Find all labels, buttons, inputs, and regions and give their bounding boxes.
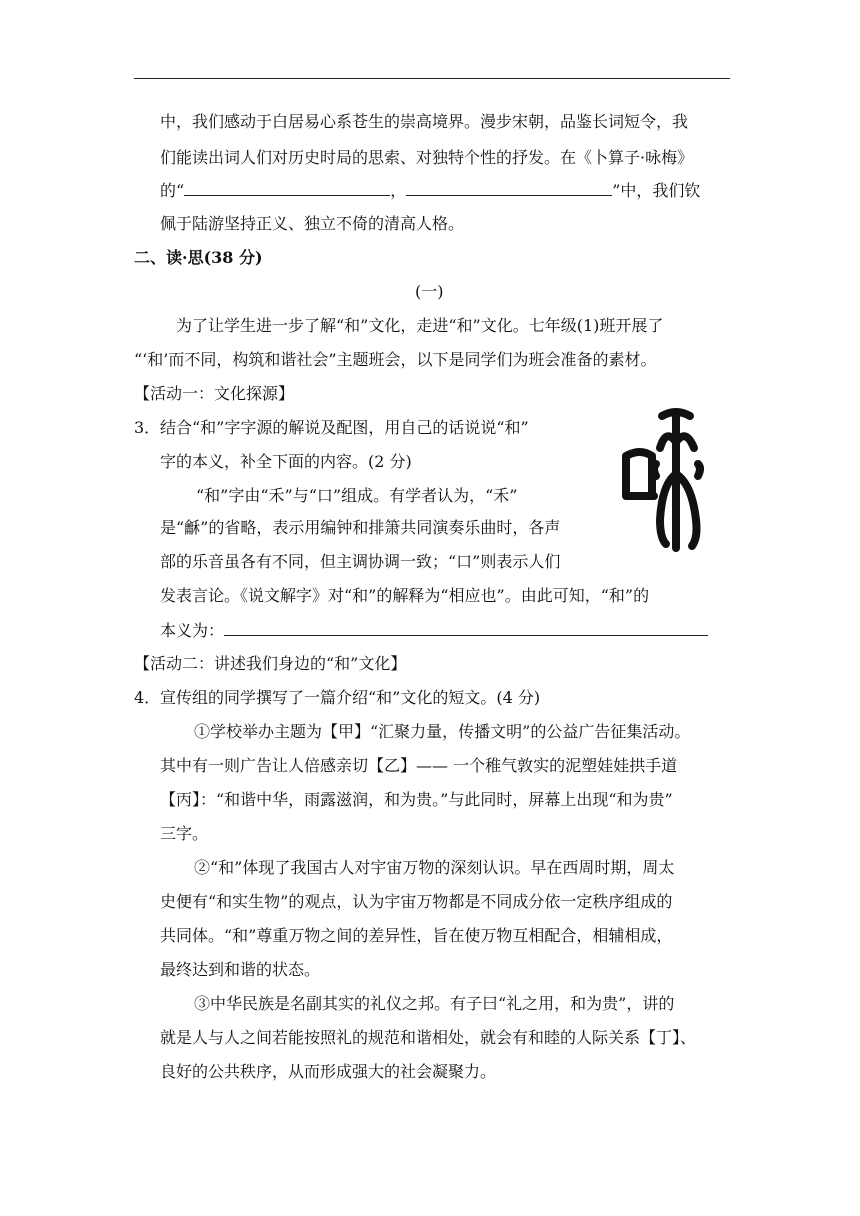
passage-text: 就是人与人之间若能按照礼的规范和谐相处，就会有和睦的人际关系【丁】、 (160, 1028, 697, 1047)
intro-text: “‘和’而不同，构筑和谐社会”主题班会，以下是同学们为班会准备的素材。 (134, 350, 657, 369)
text-line: 们能读出词人们对历史时局的思索、对独特个性的抒发。在《卜算子·咏梅》 (160, 148, 694, 167)
text-fragment: 本义为： (160, 621, 225, 640)
text-line: 佩于陆游坚持正义、独立不倚的清高人格。 (160, 214, 465, 233)
text-line: 中，我们感动于白居易心系苍生的崇高境界。漫步宋朝，品鉴长词短令，我 (160, 112, 689, 131)
activity-heading: 【活动一：文化探源】 (134, 384, 295, 403)
question-text: 结合“和”字字源的解说及配图，用自己的话说说“和” (160, 418, 529, 437)
question-text: 部的乐音虽各有不同，但主调协调一致；“口”则表示人们 (160, 552, 561, 571)
question-number: 4． (134, 688, 161, 707)
passage-text: 共同体。“和”尊重万物之间的差异性，旨在使万物互相配合，相辅相成， (160, 926, 673, 945)
passage-text: 史便有“和实生物”的观点，认为宇宙万物都是不同成分依一定秩序组成的 (160, 892, 673, 911)
part-heading: (一) (415, 282, 444, 301)
activity-heading: 【活动二：讲述我们身边的“和”文化】 (134, 654, 407, 673)
question-text: 字的本义，补全下面的内容。(2 分) (160, 452, 412, 471)
question-text: 宣传组的同学撰写了一篇介绍“和”文化的短文。(4 分) (160, 688, 541, 707)
answer-blank[interactable] (184, 180, 390, 196)
header-rule (134, 78, 730, 79)
section-heading: 二、读·思(38 分) (134, 248, 263, 267)
passage-text: 【丙】：“和谐中华，雨露滋润，和为贵。”与此同时，屏幕上出现“和为贵” (160, 790, 673, 809)
passage-text: 其中有一则广告让人倍感亲切【乙】—— 一个稚气敦实的泥塑娃娃拱手道 (160, 756, 678, 775)
question-number: 3． (134, 418, 161, 437)
answer-blank[interactable] (224, 620, 708, 636)
passage-text: 良好的公共秩序，从而形成强大的社会凝聚力。 (160, 1062, 497, 1081)
question-text: 发表言论。《说文解字》对“和”的解释为“相应也”。由此可知，“和”的 (160, 586, 650, 605)
text-fragment: 的“ (160, 181, 185, 200)
question-text: “和”字由“禾”与“口”组成。有学者认为，“禾” (196, 486, 518, 505)
passage-text: 最终达到和谐的状态。 (160, 960, 321, 979)
text-fragment: ， (390, 181, 407, 200)
passage-text: ③中华民族是名副其实的礼仪之邦。有子曰“礼之用，和为贵”，讲的 (194, 994, 675, 1013)
passage-text: ①学校举办主题为【甲】“汇聚力量，传播文明”的公益广告征集活动。 (194, 722, 691, 741)
question-text: 是“龢”的省略，表示用编钟和排箫共同演奏乐曲时，各声 (160, 518, 561, 537)
text-fragment: ”中，我们钦 (612, 181, 701, 200)
intro-text: 为了让学生进一步了解“和”文化，走进“和”文化。七年级(1)班开展了 (176, 316, 664, 335)
passage-text: ②“和”体现了我国古人对宇宙万物的深刻认识。早在西周时期，周太 (194, 858, 675, 877)
fill-in-line (160, 180, 700, 201)
fill-in-line (160, 620, 708, 641)
answer-blank[interactable] (406, 180, 612, 196)
passage-text: 三字。 (160, 824, 209, 843)
seal-script-he-image (616, 404, 720, 552)
